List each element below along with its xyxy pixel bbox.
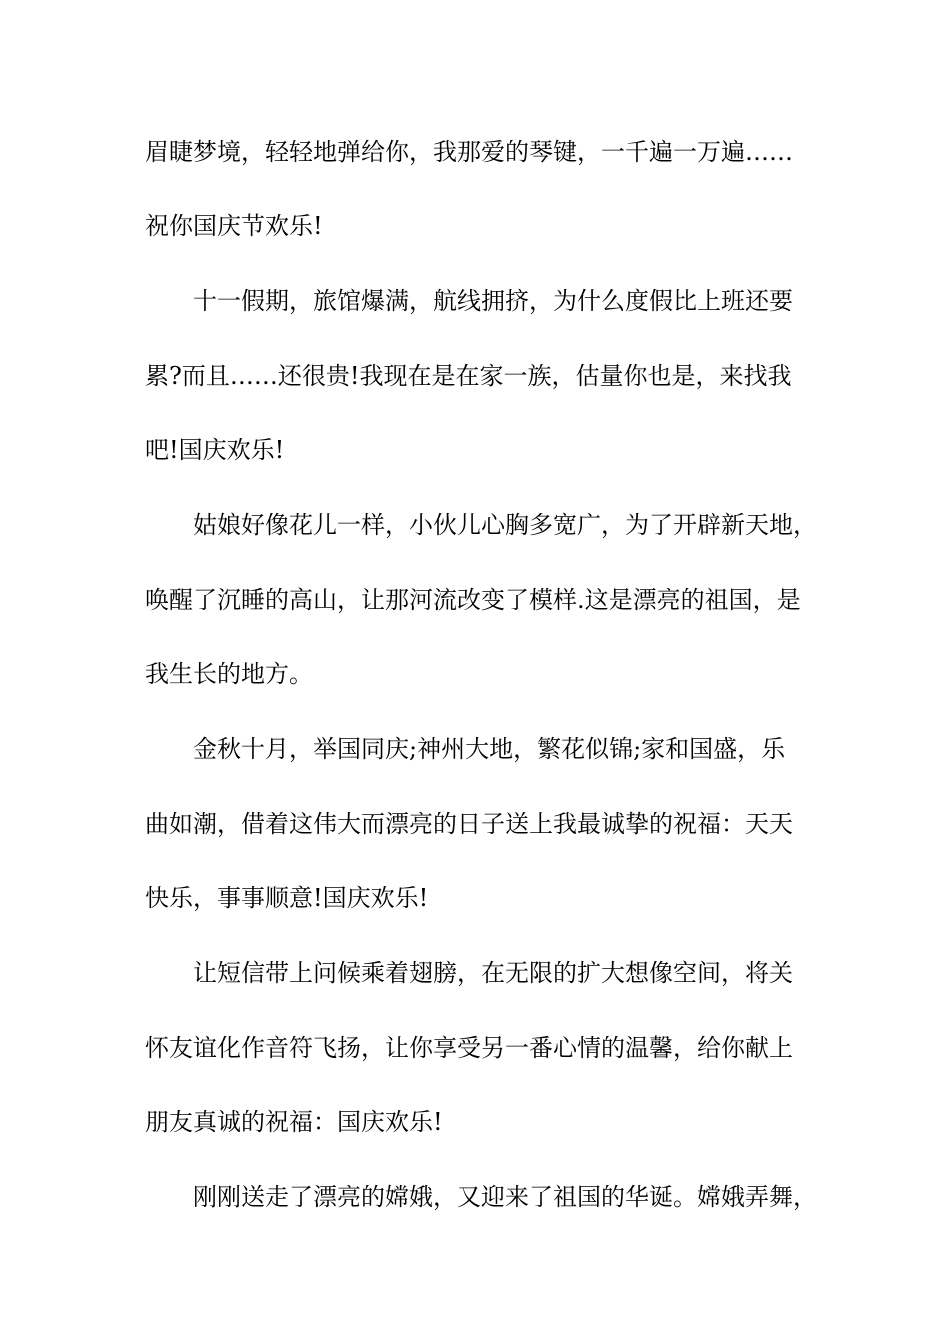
paragraph-first-line: 十一假期，旅馆爆满，航线拥挤，为什么度假比上班还要 [193, 287, 793, 315]
paragraph-first-line: 让短信带上问候乘着翅膀，在无限的扩大想像空间，将关 [193, 959, 793, 987]
text-line: 唤醒了沉睡的高山，让那河流改变了模样.这是漂亮的祖国，是 [145, 586, 801, 614]
text-line: 祝你国庆节欢乐! [145, 212, 323, 240]
paragraph-first-line: 姑娘好像花儿一样，小伙儿心胸多宽广，为了开辟新天地， [193, 511, 817, 539]
text-line: 曲如潮，借着这伟大而漂亮的日子送上我最诚挚的祝福：天天 [145, 810, 793, 838]
text-line: 朋友真诚的祝福：国庆欢乐! [145, 1108, 443, 1136]
paragraph-first-line: 金秋十月，举国同庆;神州大地，繁花似锦;家和国盛，乐 [193, 735, 786, 763]
text-line: 我生长的地方。 [145, 660, 313, 688]
text-line: 怀友谊化作音符飞扬，让你享受另一番心情的温馨，给你献上 [145, 1034, 793, 1062]
text-line: 累?而且……还很贵!我现在是在家一族，估量你也是，来找我 [145, 362, 792, 390]
paragraph-first-line: 刚刚送走了漂亮的嫦娥，又迎来了祖国的华诞。嫦娥弄舞， [193, 1183, 817, 1211]
text-line: 吧!国庆欢乐! [145, 436, 285, 464]
text-line: 眉睫梦境，轻轻地弹给你，我那爱的琴键，一千遍一万遍…… [145, 138, 793, 166]
text-line: 快乐，事事顺意!国庆欢乐! [145, 884, 429, 912]
